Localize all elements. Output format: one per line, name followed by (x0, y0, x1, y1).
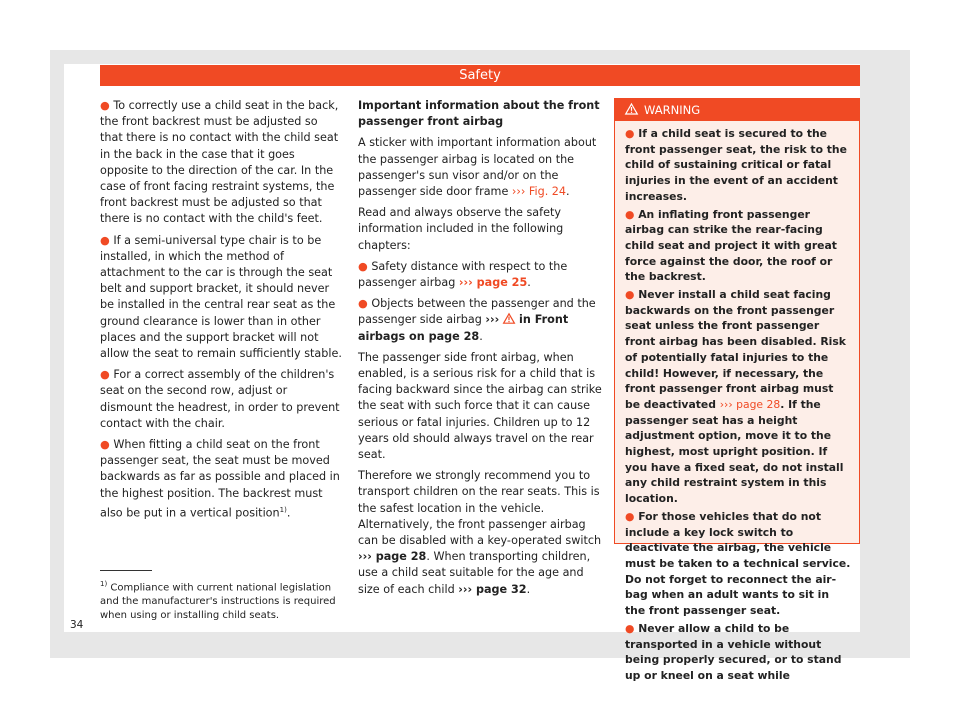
bullet-icon: ● (100, 99, 110, 112)
warning-header (615, 99, 859, 121)
footnote-divider (100, 570, 152, 571)
bullet-icon: ● (100, 368, 110, 382)
bullet-text: If a semi-universal type chair is to be installed, in which the method of attachment to the car is through the seat belt and support bracket, it should never be installed in the central rear seat as the ground clearance is lower than in other places and the support bracket will not allow the seat to remain sufficiently stable. (100, 233, 342, 361)
bullet-icon: ● (625, 207, 635, 221)
warning-text: An inflating front passenger airbag can strike the rear-facing child seat and project it with great force against the door, the roof or the backrest. (625, 207, 837, 284)
warning-title: WARNING (644, 103, 701, 117)
page-link[interactable]: ››› page 28 (358, 550, 427, 564)
warning-text: Never allow a child to be transported in a vehicle without being properly secured, or to stand up or kneel on a seat while (625, 621, 842, 682)
warning-item (625, 621, 851, 684)
link-text: in Front airbags on page 28 (358, 313, 569, 343)
bullet-text: When fitting a child seat on the front passenger seat, the seat must be moved backwards as far as possible and placed in the highest position. The backrest must also be put in a vertical position (100, 438, 340, 520)
bullet-text: For a correct assembly of the children's seat on the second row, adjust or dismount the headrest, in order to prevent contact with the chair. (100, 368, 340, 430)
bullet-item (100, 367, 342, 432)
footnote-ref[interactable]: 1) (279, 505, 287, 514)
warning-item (625, 126, 851, 205)
bullet-text: Safety distance with respect to the passenger airbag (358, 259, 568, 290)
paragraph (358, 468, 602, 598)
bullet-icon: ● (625, 621, 635, 635)
bullet-item (358, 296, 602, 345)
warning-text: Never install a child seat facing backwards on the front passenger seat unless the front passenger front airbag has been disabled. Risk of potentially fatal injuries to the child! However, if necessary, the front passenger front airbag must be deactivated (625, 288, 846, 411)
bullet-icon: ● (625, 127, 635, 140)
footnote-mark: 1) (100, 580, 108, 588)
warning-triangle-icon (503, 313, 515, 324)
warning-item (625, 509, 851, 619)
left-column (100, 98, 342, 527)
section-header: Safety (100, 65, 860, 86)
bullet-icon: ● (100, 438, 110, 452)
section-heading: Important information about the front passenger front airbag (358, 99, 600, 129)
footnote-text: Compliance with current national legislation and the manufacturer's instructions is required when using or installing child seats. (100, 582, 336, 622)
bullet-text: Objects between the passenger and the passenger side airbag (358, 297, 596, 327)
warning-box (614, 98, 860, 682)
paragraph (358, 135, 602, 200)
warning-content (615, 121, 859, 684)
page-number: 34 (70, 619, 84, 631)
figure-link[interactable]: ››› Fig. 24 (511, 185, 567, 199)
punct: . (479, 329, 483, 343)
page-link[interactable]: ››› page 32 (458, 582, 527, 596)
paragraph-text: A sticker with important information about the passenger airbag is located on the passenger's sun visor and/or on the passenger side door frame (358, 136, 597, 199)
warning-triangle-icon (625, 100, 638, 122)
bullet-icon: ● (625, 509, 635, 523)
warning-text: . If the passenger seat has a height adjustment option, move it to the highest, most upright position. If you have a fixed seat, do not install any child restraint system in this location. (625, 397, 844, 506)
bullet-icon: ● (625, 288, 635, 302)
warning-text: If a child seat is secured to the front passenger seat, the risk to the child of sustaining critical or fatal injuries in the event of an accident increases. (625, 127, 847, 203)
page-link[interactable]: ››› page 25 (458, 276, 528, 290)
punct: . (527, 276, 531, 290)
warning-item (625, 287, 851, 507)
bullet-icon: ● (358, 297, 368, 311)
paragraph: Read and always observe the safety information included in the following chapters: (358, 206, 564, 252)
middle-column (358, 98, 602, 603)
bullet-text: To correctly use a child seat in the back, the front backrest must be adjusted so that there is no contact with the child seat in the back in the case that it goes opposite to the direction of the car. In the case of front facing restraint systems, the front backrest must be adjusted so that there is no contact with the child's feet. (100, 99, 339, 226)
bullet-item (100, 233, 342, 363)
bullet-item (358, 259, 602, 291)
footnote (100, 577, 340, 623)
bullet-item (100, 437, 342, 522)
punct: . (286, 506, 291, 520)
paragraph: The passenger side front airbag, when enabled, is a serious risk for a child that is facing backward since the airbag can strike the seat with such force that it can cause serious or fatal injuries. Children up to 12 years old should always travel on the rear seat. (358, 350, 602, 462)
punct: . (526, 582, 531, 596)
bullet-item (100, 98, 342, 228)
warning-item (625, 207, 851, 286)
link-arrows: ››› (485, 313, 500, 327)
paragraph-text: . When transporting children, use a child seat suitable for the age and size of each child (358, 550, 591, 596)
page-link[interactable]: ››› page 28 (719, 397, 781, 411)
punct: . (566, 185, 570, 199)
bullet-icon: ● (358, 259, 368, 273)
warning-text: For those vehicles that do not include a key lock switch to deactivate the airbag, the vehicle must be taken to a technical service. Do not forget to reconnect the airbag when an adult wants to sit in the front passenger seat. (625, 509, 851, 618)
paragraph-text: Therefore we strongly recommend you to transport children on the rear seats. This is the safest location in the vehicle. Alternatively, the front passenger airbag can be disabled with a key-operated switch (358, 469, 602, 548)
bullet-icon: ● (100, 233, 110, 247)
